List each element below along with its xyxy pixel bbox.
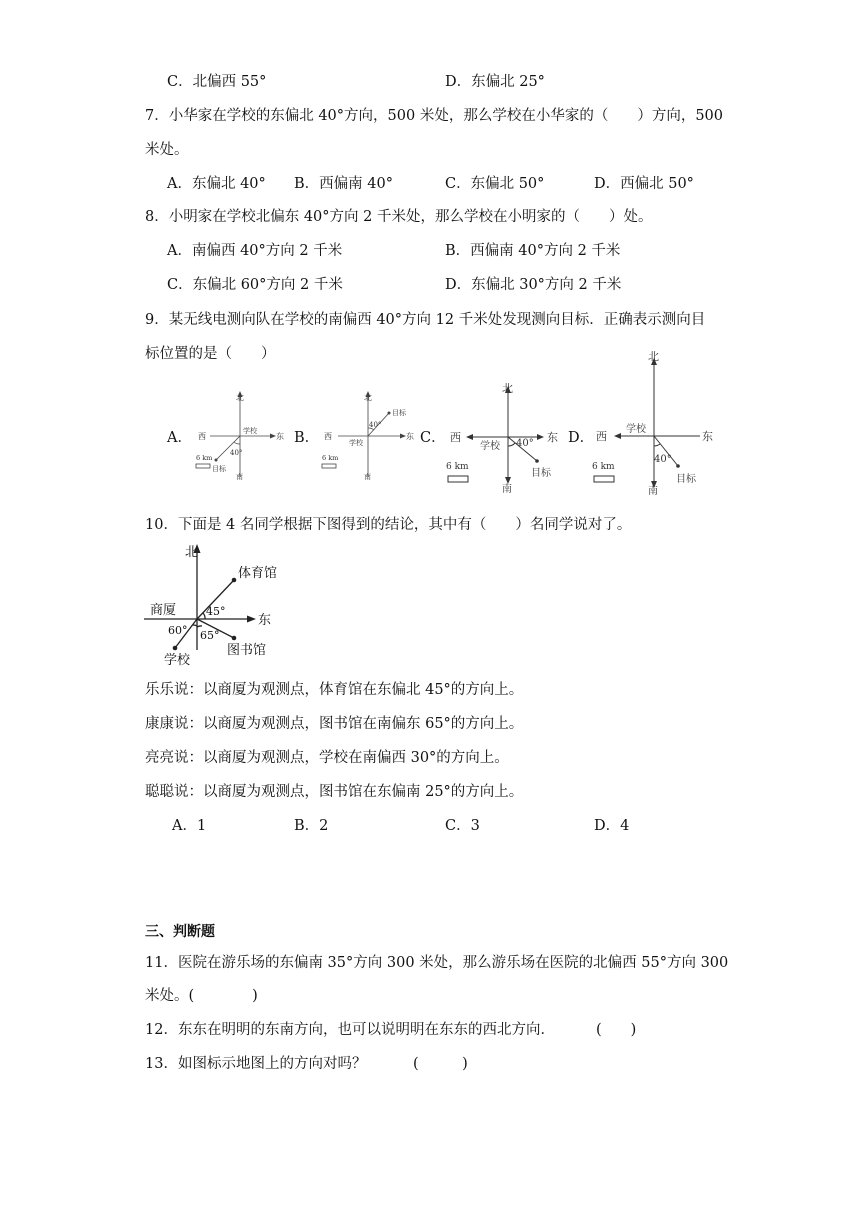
q10-north-label: 北 xyxy=(185,545,199,560)
q12-stem: 12．东东在明明的东南方向，也可以说明明在东东的西北方向． xyxy=(145,1022,555,1038)
q7-option-a: A．东偏北 40° xyxy=(167,176,266,192)
q7-stem: 7．小华家在学校的东偏北 40°方向，500 米处，那么学校在小华家的（ ）方向，500 xyxy=(145,108,723,124)
q9d-angle: 40° xyxy=(654,454,672,465)
q13-answer-paren: ( ) xyxy=(413,1056,468,1072)
q9a-angle: 40° xyxy=(230,449,243,457)
q9a-south: 南 xyxy=(236,473,243,481)
q10-statement-liangliang: 亮亮说：以商厦为观测点，学校在南偏西 30°的方向上。 xyxy=(145,750,509,766)
q11-stem-cont: 米处。( ) xyxy=(145,988,258,1004)
q9a-north: 北 xyxy=(236,393,244,402)
q12-answer-paren: ( ) xyxy=(596,1022,637,1038)
q9b-scale: 6 km xyxy=(322,454,339,462)
q9-figure-c xyxy=(440,378,565,496)
q7-option-d: D．西偏北 50° xyxy=(594,176,694,192)
q9b-west: 西 xyxy=(324,432,332,441)
q10-figure xyxy=(142,540,287,670)
q9c-angle: 40° xyxy=(516,438,534,449)
q10-statement-kangkang: 康康说：以商厦为观测点，图书馆在南偏东 65°的方向上。 xyxy=(145,716,524,732)
q7-stem-cont: 米处。 xyxy=(145,142,189,158)
q10-angle-60: 60° xyxy=(168,624,188,637)
q10-option-c: C．3 xyxy=(445,818,480,834)
q10-option-d: D．4 xyxy=(594,818,630,834)
q9-stem: 9．某无线电测向队在学校的南偏西 40°方向 12 千米处发现测向目标．正确表示测向目 xyxy=(145,312,706,328)
q9a-east: 东 xyxy=(276,432,284,441)
q9c-scale: 6 km xyxy=(446,462,469,472)
q10-statement-congcong: 聪聪说：以商厦为观测点，图书馆在东偏南 25°的方向上。 xyxy=(145,784,524,800)
q9c-south: 南 xyxy=(502,484,512,495)
q10-center-label: 商厦 xyxy=(150,603,177,618)
q8-stem: 8．小明家在学校北偏东 40°方向 2 千米处，那么学校在小明家的（ ）处。 xyxy=(145,209,653,225)
q9d-south: 南 xyxy=(648,486,658,496)
q9c-north: 北 xyxy=(502,382,513,395)
q9a-west: 西 xyxy=(198,432,206,441)
q10-gym-label: 体育馆 xyxy=(238,566,278,581)
q9b-south: 南 xyxy=(364,473,371,481)
q9d-north: 北 xyxy=(648,350,659,363)
q9-stem-cont: 标位置的是（ ） xyxy=(145,346,276,362)
q9c-west: 西 xyxy=(450,431,461,444)
q10-stem: 10．下面是 4 名同学根据下图得到的结论，其中有（ ）名同学说对了。 xyxy=(145,517,632,533)
q8-option-c: C．东偏北 60°方向 2 千米 xyxy=(167,277,343,293)
q10-east-label: 东 xyxy=(258,613,272,628)
q9-figure-a xyxy=(190,385,295,485)
q6-option-d: D．东偏北 25° xyxy=(445,74,545,90)
q9d-scale: 6 km xyxy=(592,462,615,472)
q7-option-c: C．东偏北 50° xyxy=(445,176,545,192)
q9-figure-b xyxy=(318,385,423,485)
q9c-school: 学校 xyxy=(480,441,500,452)
q9-letter-c: C． xyxy=(420,430,446,446)
q9d-school: 学校 xyxy=(626,424,646,435)
q9-letter-a: A． xyxy=(167,430,192,446)
q8-option-a: A．南偏西 40°方向 2 千米 xyxy=(167,243,343,259)
q9-letter-b: B． xyxy=(294,430,320,446)
q13-stem: 13．如图标示地图上的方向对吗？ xyxy=(145,1056,367,1072)
q10-angle-65: 65° xyxy=(200,629,220,642)
q9c-east: 东 xyxy=(547,431,558,444)
q10-statement-lele: 乐乐说：以商厦为观测点，体育馆在东偏北 45°的方向上。 xyxy=(145,682,524,698)
q9d-east: 东 xyxy=(702,430,713,443)
q8-option-b: B．西偏南 40°方向 2 千米 xyxy=(445,243,621,259)
section-title-judgement: 三、判断题 xyxy=(145,924,215,940)
q8-option-d: D．东偏北 30°方向 2 千米 xyxy=(445,277,622,293)
q9b-school: 学校 xyxy=(349,439,363,447)
q9d-west: 西 xyxy=(596,430,607,443)
q9-figure-d xyxy=(590,348,720,496)
q9-letter-d: D． xyxy=(568,430,595,446)
q10-option-a: A．1 xyxy=(172,818,207,834)
q10-school-label: 学校 xyxy=(164,653,191,668)
q9c-target: 目标 xyxy=(531,468,551,479)
q11-stem: 11．医院在游乐场的东偏南 35°方向 300 米处，那么游乐场在医院的北偏西 55°方向 300 xyxy=(145,955,729,971)
q9b-target: 目标 xyxy=(392,409,406,417)
q10-option-b: B．2 xyxy=(294,818,329,834)
q9b-east: 东 xyxy=(406,432,414,441)
q9a-target: 目标 xyxy=(212,465,226,473)
q9a-scale: 6 km xyxy=(196,454,213,462)
q10-library-label: 图书馆 xyxy=(227,643,267,658)
q9a-school: 学校 xyxy=(243,427,257,435)
q9d-target: 目标 xyxy=(676,474,696,485)
q6-option-c: C．北偏西 55° xyxy=(167,74,267,90)
q9b-north: 北 xyxy=(364,393,372,402)
q7-option-b: B．西偏南 40° xyxy=(294,176,393,192)
q10-angle-45: 45° xyxy=(206,605,226,618)
q9b-angle: 40° xyxy=(369,421,382,429)
